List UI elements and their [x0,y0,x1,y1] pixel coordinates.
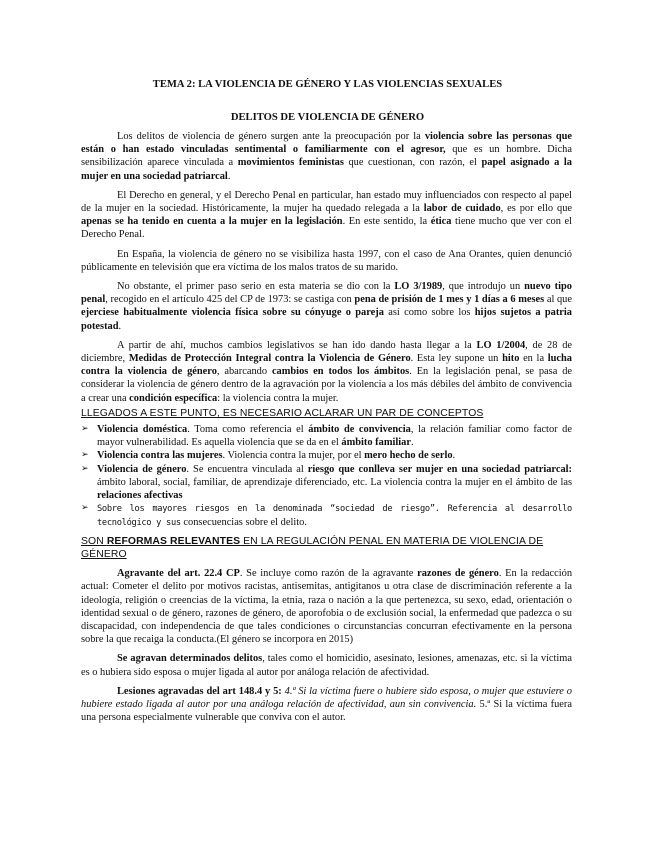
bold-run: Agravante del art. 22.4 CP [117,568,240,580]
text-run: en la [519,353,548,365]
text-run: . [227,170,231,182]
arrow-bullet-icon: ➢ [81,503,89,514]
text-run: , abarcando [216,366,272,378]
text-run: : la violencia contra la mujer. [217,392,339,404]
bold-run: Violencia contra las mujeres [97,450,223,462]
concepts-list [81,423,572,531]
list-item-violencia-genero [81,463,572,503]
bold-run: condición específica [129,392,218,404]
bold-run: pena de prisión de 1 mes y 1 días a 6 meses [354,294,545,306]
text-run: Los delitos de violencia de género surgen ante la preocupación por la [117,131,425,142]
page-title: DELITOS DE VIOLENCIA DE GÉNERO [230,112,425,123]
paragraph-lo-1989 [81,280,572,333]
text-run: . En la redacción actual: Cometer el delito por motivos racistas, antisemitas, antigitanos u otra clase de discriminación referente a la ideología, religión o creencias de la víctima, la etnia, raza o nación a la que pertenezca, su sexo, edad, orientación o identidad sexual o de género, razones de género, de aporofobia o de exclusión social, la enfermedad que padezca o su discapacidad, con independencia de que tales condiciones o circunstancias concurran efectivamente en la persona sobre la que recaiga la conducta.(El género se incorpora en 2015) [81,568,573,646]
arrow-bullet-icon: ➢ [81,424,89,435]
bold-run: riesgo que conlleva ser mujer en una sociedad patriarcal: [307,463,572,475]
paragraph-derecho [81,189,572,242]
section-heading-conceptos: LLEGADOS A ESTE PUNTO, ES NECESARIO ACLARAR UN PAR DE CONCEPTOS [81,407,484,419]
text-run: . [452,450,456,462]
bold-run: nuevo tipo penal [81,281,572,306]
text-run: No obstante, el primer paso serio en esta materia se dio con la [117,281,395,293]
bold-run: cambios en todos los ámbitos [271,366,410,378]
bold-run: ámbito de convivencia [308,424,411,436]
bold-run: papel asignado a la mujer en una sociedad patriarcal [81,157,572,182]
text-run: . Se incluye como razón de la agravante [239,568,418,580]
text-run: Sobre los mayores riesgos en la denominada “sociedad de riesgo”. Referencia al desarrollo tecnológico y sus [97,504,572,529]
bold-run: violencia sobre las personas que están o han estado vinculadas sentimental o familiarmente con el agresor, [81,131,572,156]
text-run: consecuencias sobre el delito. [180,517,307,529]
bold-run: razones de género [417,568,499,580]
bold-run: ámbito familiar [341,437,411,449]
text-run: , de 28 de diciembre, [81,339,573,365]
text-run: En España, la violencia de género no se visibiliza hasta 1997, con el caso de Ana Orantes, quien denunció públicamente en televisión que era víctima de los malos tratos de su marido. [81,248,572,273]
arrow-bullet-icon: ➢ [81,463,89,474]
bold-run: ética [430,216,452,228]
bold-run: ejerciese habitualmente violencia física sobre su cónyuge o pareja [81,307,384,319]
text-run: ámbito laboral, social, familiar, de aprendizaje diferenciado, etc. La violencia contra la mujer en el ámbito de las [97,476,572,488]
bold-run: LO 3/1989 [394,281,443,293]
list-item-violencia-contra-mujeres [81,449,572,462]
paragraph-delitos-agravados [81,652,572,678]
text-run: tiene mucho que ver con el Derecho Penal. [81,216,572,241]
text-run: El Derecho en general, y el Derecho Penal en particular, han estado muy influenciados con respecto al papel de la mujer en la sociedad. Históricamente, la mujer ha quedado relegada a la [81,189,572,215]
document-header: TEMA 2: LA VIOLENCIA DE GÉNERO Y LAS VIOLENCIAS SEXUALES [152,79,503,90]
text-run: . [410,437,414,449]
text-run: , la relación familiar como factor de mayor vulnerabilidad. Es aquella violencia que se da en el [97,424,572,449]
text-run: . [118,320,122,332]
text-run: . En la legislación penal, se pasa de considerar la violencia de género dentro de la agravación por la violencia a los más débiles del ámbito de convivencia a crear una [81,366,573,404]
arrow-bullet-icon: ➢ [81,450,89,461]
italic-run: 4.ª Si la víctima fuere o hubiere sido esposa, o mujer que estuviere o hubiere estado ligada al autor por una análoga relación de afectividad, aun sin convivencia. [81,685,572,710]
text-run: , es por ello que [500,203,573,215]
text-run: , tales como el homicidio, asesinato, lesiones, amenazas, etc. si la víctima es o hubiera sido esposa o mujer ligada al autor por análoga relación de afectividad. [81,653,572,678]
paragraph-lo-2004 [81,339,572,405]
text-run: . Toma como referencia el [187,424,309,436]
text-run: . Se encuentra vinculada al [186,463,308,475]
bold-run: hijos sujetos a patria potestad [81,307,572,332]
paragraph-espana [81,248,572,274]
bold-run: hito [502,353,520,365]
text-run: . En este sentido, la [342,216,431,228]
text-run: A partir de ahí, muchos cambios legislativos se han ido dando hasta llegar a la [117,339,477,351]
text-run: que es un hombre. Dicha sensibilización aparece vinculada a [81,144,572,169]
bold-run: movimientos feministas [237,157,344,169]
text-run: . Violencia contra la mujer, por el [222,450,365,462]
bold-run: REFORMAS RELEVANTES [106,535,241,547]
section-heading-reformas [81,535,572,561]
text-run: EN LA REGULACIÓN PENAL EN MATERIA DE VIOLENCIA DE GÉNERO [81,535,544,560]
document-body [81,130,572,730]
text-run: así como sobre los [383,307,475,319]
bold-run: Violencia doméstica [97,424,188,436]
paragraph-lesiones-agravadas [81,685,572,725]
bold-run: Violencia de género [97,463,187,475]
bold-run: LO 1/2004 [476,339,526,351]
bold-run: labor de cuidado [423,203,501,215]
bold-run: apenas se ha tenido en cuenta a la mujer en la legislación [81,216,343,228]
bold-run: Se agravan determinados delitos [117,653,263,665]
text-run: , que introdujo un [442,281,525,293]
bold-run: mero hecho de serlo [364,450,453,462]
text-run: SON [81,535,107,547]
bold-run: lucha contra la violencia de género [81,353,572,378]
list-item-violencia-domestica [81,423,572,449]
text-run: , recogido en el artículo 425 del CP de 1973: se castiga con [105,294,355,306]
bold-run: Medidas de Protección Integral contra la Violencia de Género [128,353,411,365]
text-run: que cuestionan, con razón, el [343,157,482,169]
bold-run: Lesiones agravadas del art 148.4 y 5: [117,685,285,697]
text-run: al que [544,294,572,306]
paragraph-intro [81,130,572,183]
paragraph-agravante [81,567,572,646]
text-run: . Esta ley supone un [410,353,503,365]
list-item-sociedad-riesgo [81,502,572,530]
text-run: 5.ª Si la víctima fuera una persona especialmente vulnerable que conviva con el autor. [81,698,572,724]
bold-run: relaciones afectivas [97,490,183,502]
